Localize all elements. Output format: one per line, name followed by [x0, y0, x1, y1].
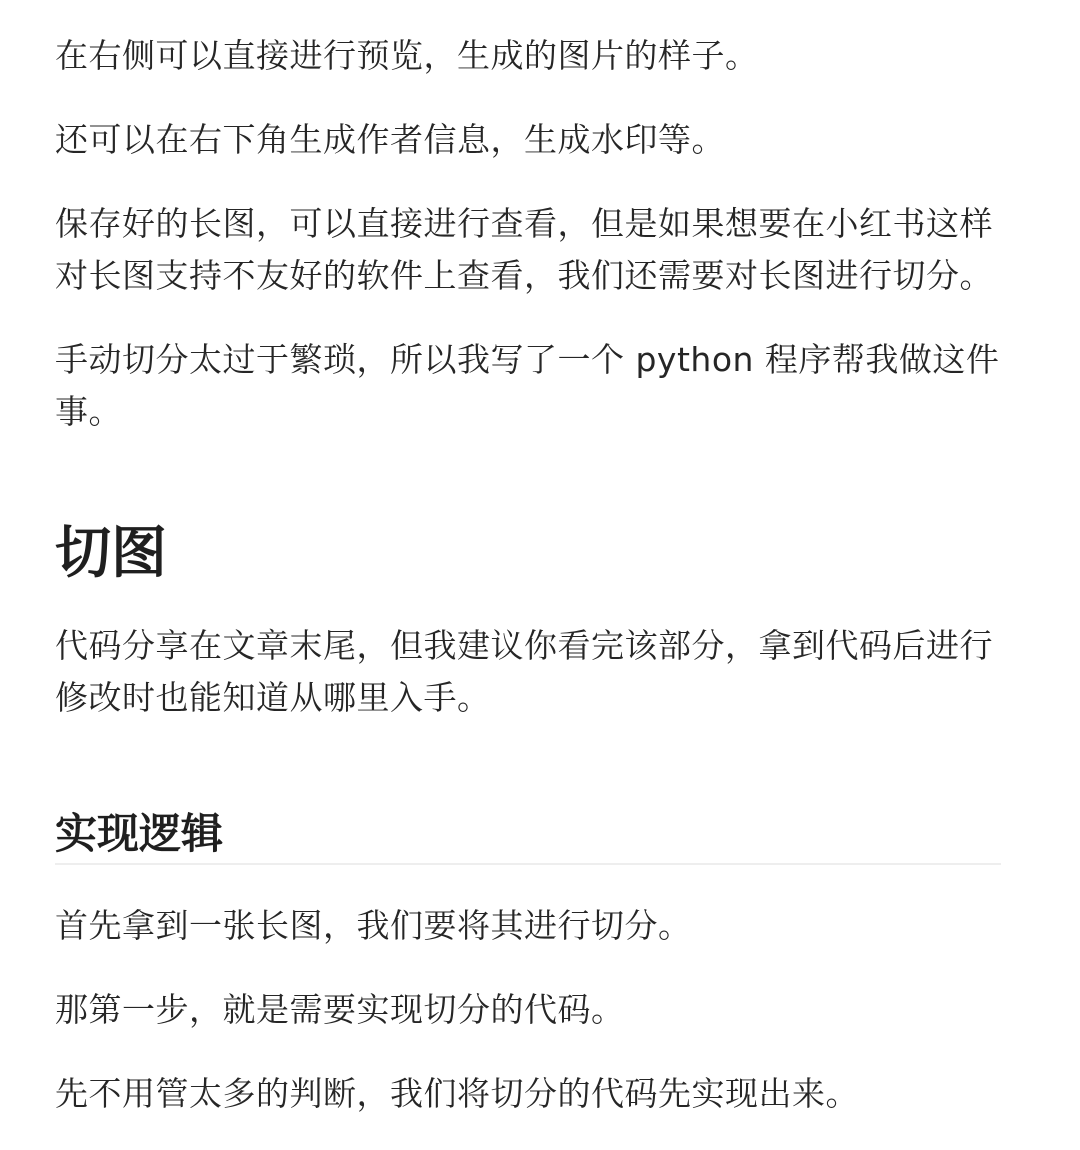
heading-divider [55, 863, 1001, 865]
paragraph-long-image: 保存好的长图，可以直接进行查看，但是如果想要在小红书这样对长图支持不友好的软件上查看，我们还需要对长图进行切分。 [55, 204, 993, 295]
paragraph-watermark: 还可以在右下角生成作者信息，生成水印等。 [55, 120, 725, 159]
paragraph-step-implement: 先不用管太多的判断，我们将切分的代码先实现出来。 [55, 1074, 859, 1113]
paragraph-code-share: 代码分享在文章末尾，但我建议你看完该部分，拿到代码后进行修改时也能知道从哪里入手。 [55, 626, 993, 717]
paragraph-step-one: 那第一步，就是需要实现切分的代码。 [55, 990, 625, 1029]
subsection-heading-logic: 实现逻辑 [55, 809, 224, 858]
paragraph-python-program: 手动切分太过于繁琐，所以我写了一个 python 程序帮我做这件事。 [55, 340, 1000, 431]
paragraph-step-get-image: 首先拿到一张长图，我们要将其进行切分。 [55, 906, 692, 945]
paragraph-preview: 在右侧可以直接进行预览，生成的图片的样子。 [55, 36, 759, 75]
section-heading-cut-image: 切图 [55, 521, 167, 586]
